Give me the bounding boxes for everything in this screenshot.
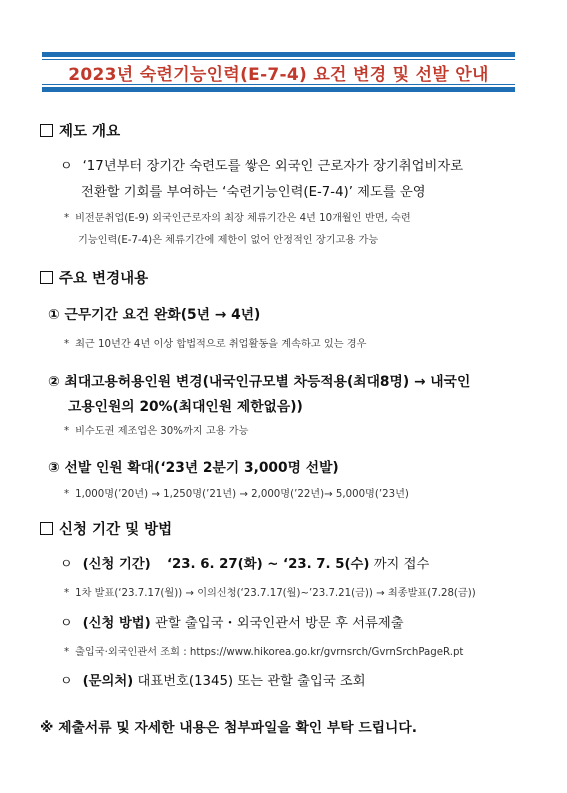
title-banner (42, 52, 515, 92)
asterisk-icon: * (64, 426, 70, 437)
footer-notice: ※ 제출서류 및 자세한 내용은 첨부파일을 확인 부탁 드립니다. (40, 720, 417, 736)
change-item-1-title: ① 근무기간 요건 완화(5년 → 4년) (48, 307, 261, 323)
contact-line (60, 670, 366, 689)
asterisk-icon: * (64, 213, 70, 224)
change-item-2-note: * 비수도권 제조업은 30%까지 고용 가능 (64, 426, 249, 437)
change-item-3-note: * 1,000명(’20년) → 1,250명(’21년) → 2,000명(’22년)→ 5,000명(’23년) (64, 489, 409, 500)
application-period-line (60, 553, 429, 572)
checkbox-square-icon (40, 522, 53, 535)
change-item-1-note: * 최근 10년간 4년 이상 합법적으로 취업활동을 계속하고 있는 경우 (64, 339, 367, 350)
circle-bullet-icon: ㅇ (60, 616, 73, 631)
checkbox-square-icon (40, 124, 53, 137)
asterisk-icon: * (64, 647, 70, 658)
period-value: ‘23. 6. 27(화) ~ ‘23. 7. 5(수) (166, 557, 370, 572)
contact-text: 대표번호(1345) 또는 관할 출입국 조회 (137, 674, 366, 689)
method-label: (신청 방법) (82, 616, 151, 631)
method-text: 관할 출입국・외국인관서 방문 후 서류제출 (154, 616, 404, 631)
section-heading-application: 신청 기간 및 방법 (40, 518, 172, 539)
circle-bullet-icon: ㅇ (60, 674, 73, 689)
asterisk-icon: * (64, 588, 70, 599)
change-item-2-title-line-2: 고용인원의 20%(최대인원 제한없음)) (68, 399, 303, 415)
application-method-line (60, 612, 404, 631)
asterisk-icon: * (64, 489, 70, 500)
overview-line-1: ㅇ ‘17년부터 장기간 숙련도를 쌓은 외국인 근로자가 장기취업비자로 (60, 159, 464, 174)
contact-label: (문의처) (82, 674, 134, 689)
application-period-note: * 1차 발표(‘23.7.17(월)) → 이의신청(‘23.7.17(월)~’23.7.21(금)) → 최종발표(7.28(금)) (64, 588, 476, 599)
overview-note-1: * 비전문취업(E-9) 외국인근로자의 최장 체류기간은 4년 10개월인 반면, 숙련 (64, 213, 411, 224)
page-title: 2023년 숙련기능인력(E-7-4) 요건 변경 및 선발 안내 (68, 64, 489, 85)
section-heading-overview: 제도 개요 (40, 120, 120, 141)
circle-bullet-icon: ㅇ (60, 557, 73, 572)
change-item-3-title: ③ 선발 인원 확대(‘23년 2분기 3,000명 선발) (48, 460, 339, 476)
circle-bullet-icon: ㅇ (60, 159, 73, 174)
overview-note-2: 기능인력(E-7-4)은 체류기간에 제한이 없어 안정적인 장기고용 가능 (78, 235, 379, 246)
section-heading-changes: 주요 변경내용 (40, 267, 148, 288)
period-label: (신청 기간) (82, 557, 151, 572)
period-suffix: 까지 접수 (373, 557, 430, 572)
application-method-note: * 출입국·외국인관서 조회 : https://www.hikorea.go.kr/gvrnsrch/GvrnSrchPageR.pt (64, 647, 464, 658)
checkbox-square-icon (40, 271, 53, 284)
asterisk-icon: * (64, 339, 70, 350)
overview-line-2: 전환할 기회를 부여하는 ‘숙련기능인력(E-7-4)’ 제도를 운영 (81, 185, 426, 200)
change-item-2-title-line-1: ② 최대고용허용인원 변경(내국인규모별 차등적용(최대8명) → 내국인 (48, 374, 471, 390)
